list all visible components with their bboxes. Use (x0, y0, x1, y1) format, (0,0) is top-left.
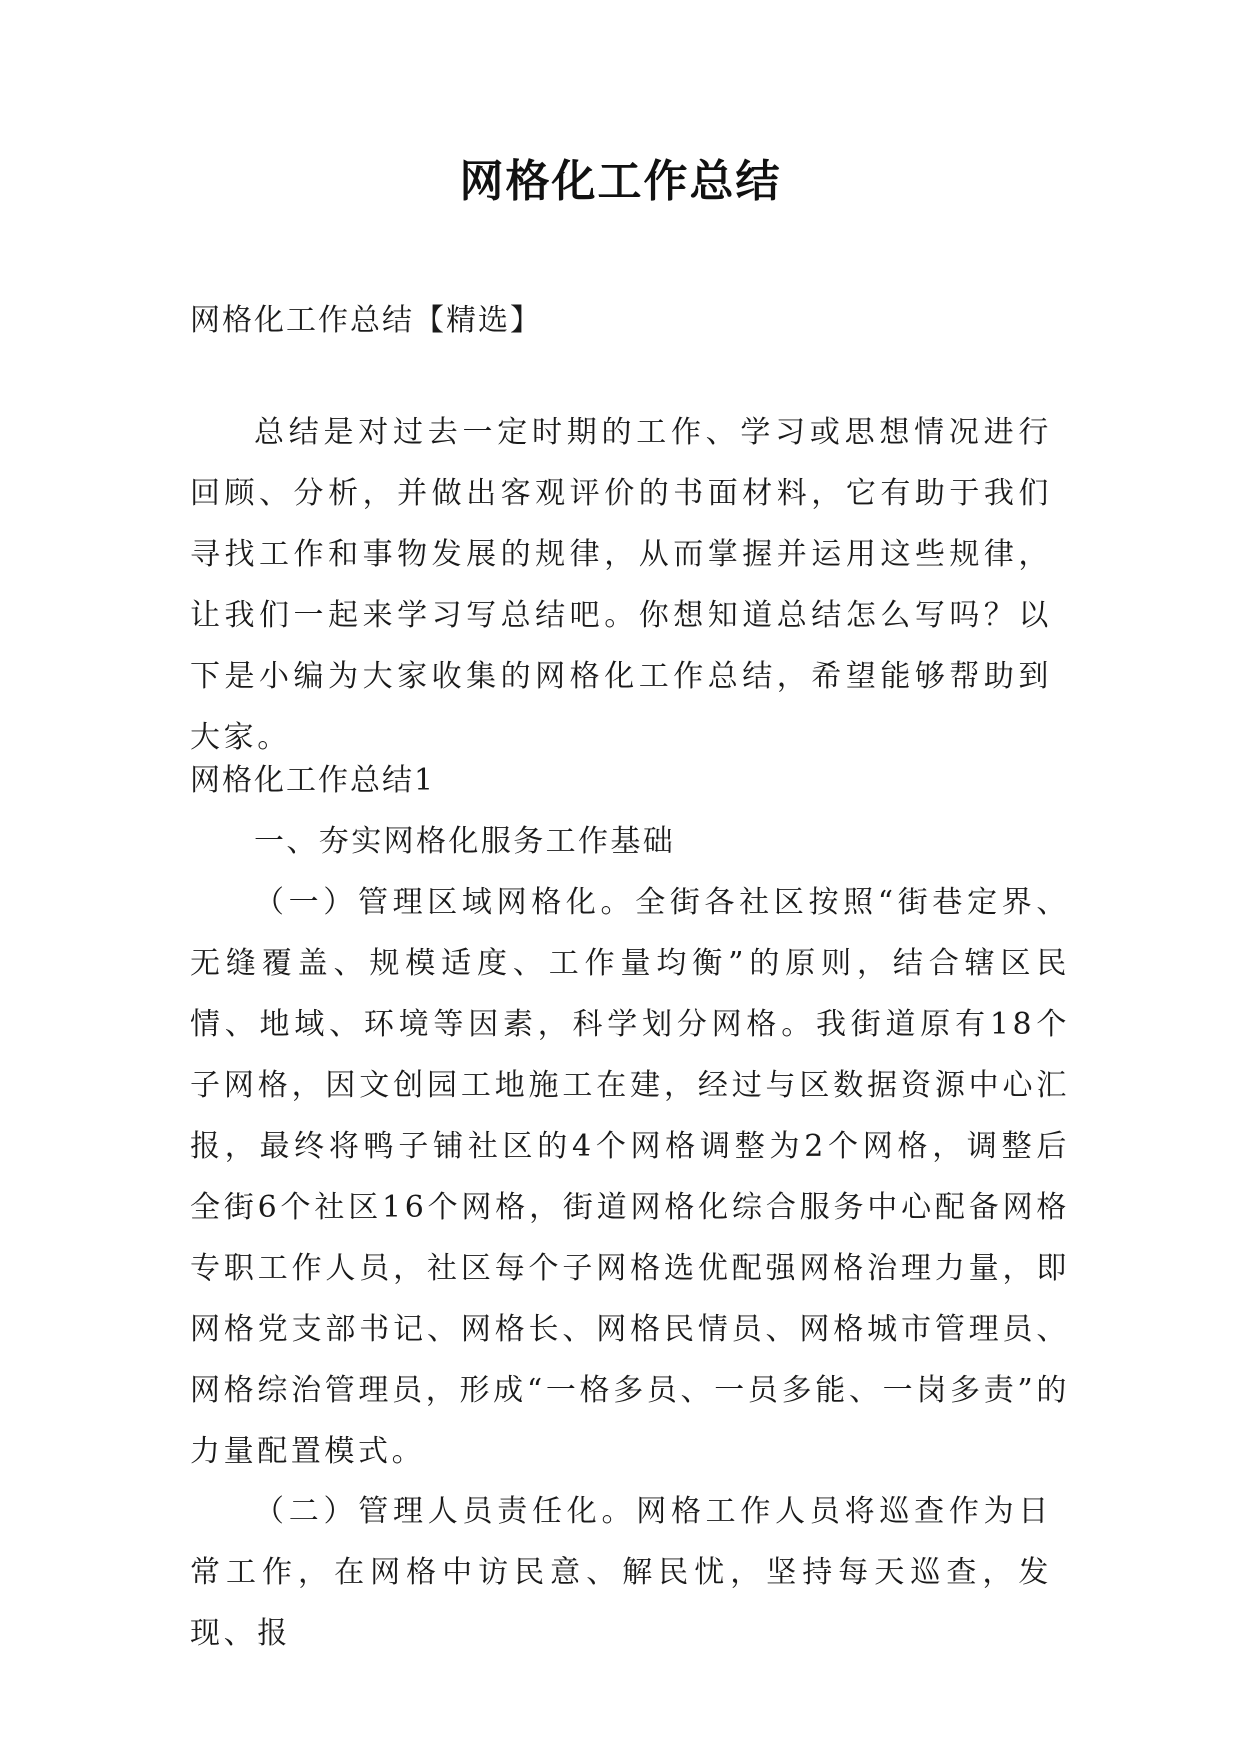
intro-paragraph: 总结是对过去一定时期的工作、学习或思想情况进行回顾、分析，并做出客观评价的书面材料，它有助于我们寻找工作和事物发展的规律，从而掌握并运用这些规律，让我们一起来学习写总结吧。你想知道总结怎么写吗？以下是小编为大家收集的网格化工作总结，希望能够帮助到大家。 (190, 415, 1052, 755)
paragraph-management-area: （一）管理区域网格化。全街各社区按照“街巷定界、无缝覆盖、规模适度、工作量均衡”的原则，结合辖区民情、地域、环境等因素，科学划分网格。我街道原有18个子网格，因文创园工地施工在建，经过与区数据资源中心汇报，最终将鸭子铺社区的4个网格调整为2个网格，调整后全街6个社区16个网格，街道网格化综合服务中心配备网格专职工作人员，社区每个子网格选优配强网格治理力量，即网格党支部书记、网格长、网格民情员、网格城市管理员、网格综治管理员，形成“一格多员、一员多能、一岗多责”的力量配置模式。 (190, 885, 1070, 1469)
section-heading: 网格化工作总结1 (190, 763, 436, 798)
paragraph-management-staff: （二）管理人员责任化。网格工作人员将巡查作为日常工作，在网格中访民意、解民忧，坚持每天巡查，发现、报 (190, 1494, 1052, 1651)
subsection-heading: 一、夯实网格化服务工作基础 (254, 824, 676, 859)
document-subtitle: 网格化工作总结【精选】 (190, 303, 542, 338)
document-title: 网格化工作总结 (459, 156, 782, 207)
